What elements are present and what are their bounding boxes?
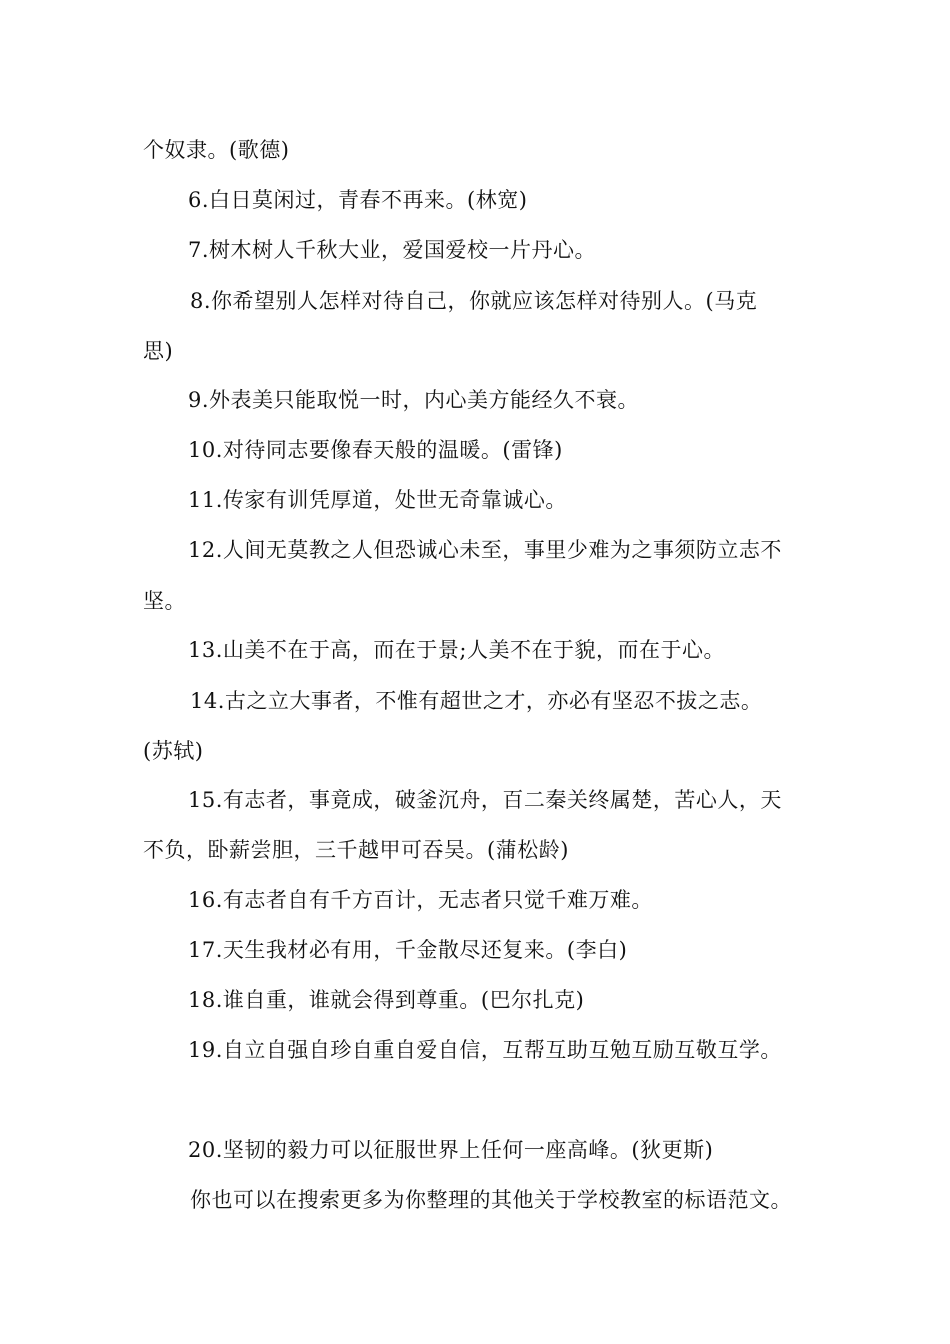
quote-9: 9.外表美只能取悦一时，内心美方能经久不衰。 bbox=[188, 388, 640, 412]
quote-15: 15.有志者，事竟成，破釜沉舟，百二秦关终属楚，苦心人，天 bbox=[188, 788, 782, 812]
quote-10: 10.对待同志要像春天般的温暖。(雷锋) bbox=[188, 438, 563, 462]
quote-20: 20.坚韧的毅力可以征服世界上任何一座高峰。(狄更斯) bbox=[188, 1138, 714, 1162]
quote-11: 11.传家有训凭厚道，处世无奇靠诚心。 bbox=[188, 488, 567, 512]
text-line-continuation-5: 个奴隶。(歌德) bbox=[143, 138, 290, 162]
quote-16: 16.有志者自有千方百计，无志者只觉千难万难。 bbox=[188, 888, 653, 912]
quote-14-continuation: (苏轼) bbox=[143, 739, 204, 763]
quote-8-continuation: 思) bbox=[143, 339, 174, 363]
quote-14: 14.古之立大事者，不惟有超世之才，亦必有坚忍不拔之志。 bbox=[190, 689, 763, 713]
quote-18: 18.谁自重，谁就会得到尊重。(巴尔扎克) bbox=[188, 988, 585, 1012]
quote-6: 6.白日莫闲过，青春不再来。(林宽) bbox=[188, 188, 528, 212]
quote-15-continuation: 不负，卧薪尝胆，三千越甲可吞吴。(蒲松龄) bbox=[143, 838, 569, 862]
quote-12-continuation: 坚。 bbox=[143, 589, 186, 613]
quote-17: 17.天生我材必有用，千金散尽还复来。(李白) bbox=[188, 938, 628, 962]
quote-7: 7.树木树人千秋大业，爱国爱校一片丹心。 bbox=[188, 238, 597, 262]
quote-13: 13.山美不在于高，而在于景;人美不在于貌，而在于心。 bbox=[188, 638, 725, 662]
quote-12: 12.人间无莫教之人但恐诚心未至，事里少难为之事须防立志不 bbox=[188, 538, 782, 562]
quote-8: 8.你希望别人怎样对待自己，你就应该怎样对待别人。(马克 bbox=[190, 289, 758, 313]
closing-note: 你也可以在搜索更多为你整理的其他关于学校教室的标语范文。 bbox=[190, 1188, 792, 1212]
quote-19: 19.自立自强自珍自重自爱自信，互帮互助互勉互励互敬互学。 bbox=[188, 1038, 782, 1062]
